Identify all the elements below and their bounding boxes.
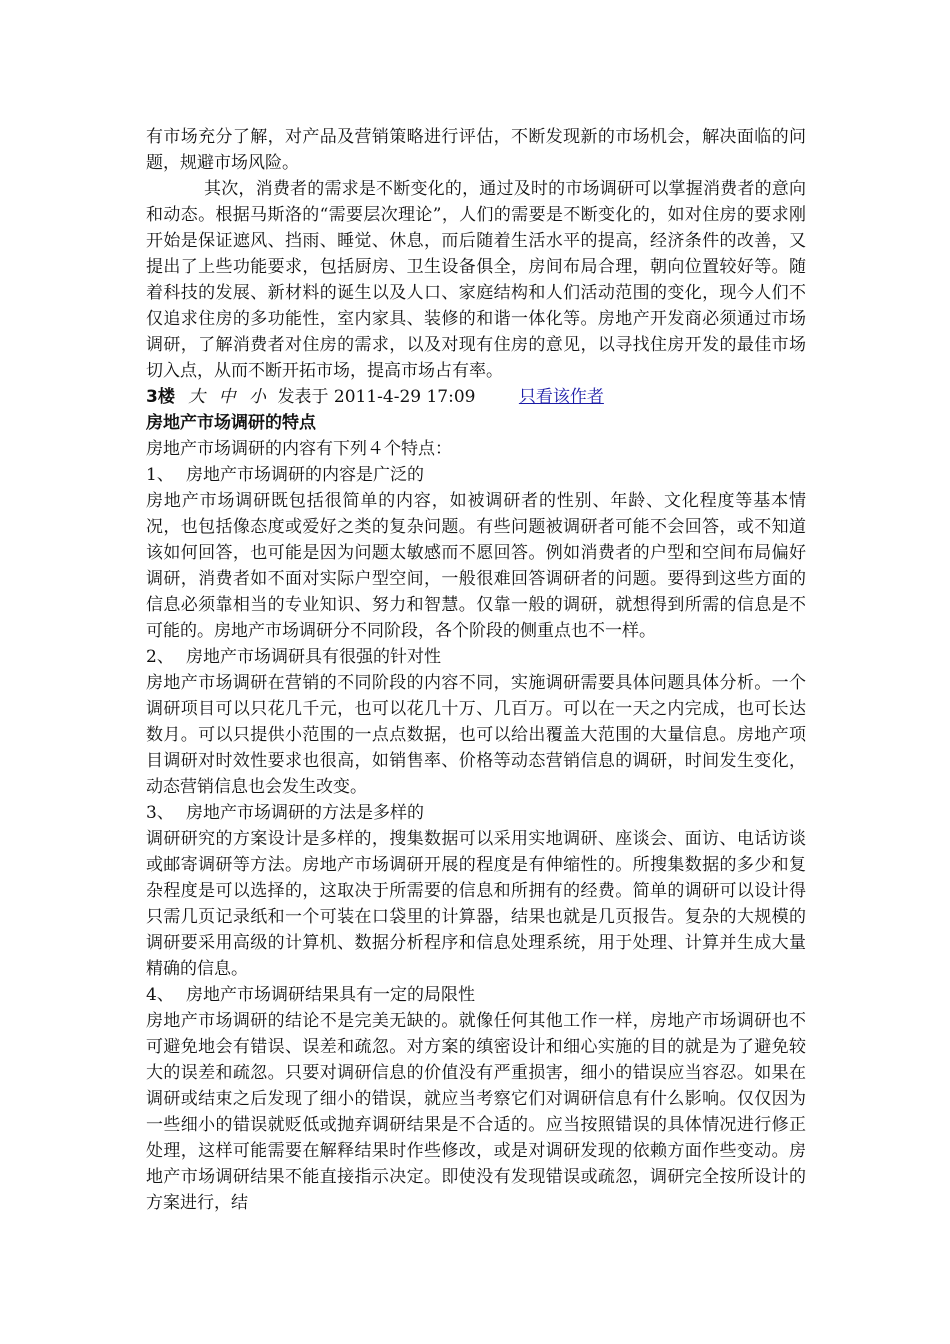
item-4-body: 房地产市场调研的结论不是完美无缺的。就像任何其他工作一样，房地产市场调研也不可避免地会有错误、误差和疏忽。对方案的缜密设计和细心实施的目的就是为了避免较大的误差和疏忽。只要对调研信息的价值没有严重损害，细小的错误应当容忍。如果在调研或结束之后发现了细小的错误，就应当考察它们对调研信息有什么影响。仅仅因为一些细小的错误就贬低或抛弃调研结果是不合适的。应当按照错误的具体情况进行修正处理，这样可能需要在解释结果时作些修改，或是对调研发现的依赖方面作些变动。房地产市场调研结果不能直接指示决定。即使没有发现错误或疏忽，调研完全按所设计的方案进行，结 (146, 1011, 806, 1213)
item-1-body: 房地产市场调研既包括很简单的内容，如被调研者的性别、年龄、文化程度等基本情况，也包括像态度或爱好之类的复杂问题。有些问题被调研者可能不会回答，或不知道该如何回答，也可能是因为问题太敏感而不愿回答。例如消费者的户型和空间布局偏好调研，消费者如不面对实际户型空间，一般很难回答调研者的问题。要得到这些方面的信息必须靠相当的专业知识、努力和智慧。仅靠一般的调研，就想得到所需的信息是不可能的。房地产市场调研分不同阶段，各个阶段的侧重点也不一样。 (146, 491, 806, 641)
only-author-link[interactable]: 只看该作者 (518, 387, 604, 407)
item-3-body: 调研研究的方案设计是多样的，搜集数据可以采用实地调研、座谈会、面访、电话访谈或邮寄调研等方法。房地产市场调研开展的程度是有伸缩性的。所搜集数据的多少和复杂程度是可以选择的，这取决于所需要的信息和所拥有的经费。简单的调研可以设计得只需几页记录纸和一个可装在口袋里的计算器，结果也就是几页报告。复杂的大规模的调研要采用高级的计算机、数据分析程序和信息处理系统，用于处理、计算并生成大量精确的信息。 (146, 829, 806, 979)
section-title: 房地产市场调研的特点 (146, 413, 316, 433)
section-intro: 房地产市场调研的内容有下列４个特点： (146, 439, 452, 459)
intro-paragraph-1: 有市场充分了解，对产品及营销策略进行评估，不断发现新的市场机会，解决面临的问题，规避市场风险。 (146, 127, 806, 173)
post-meta (146, 384, 806, 410)
item-3-title: 3、 房地产市场调研的方法是多样的 (146, 803, 424, 823)
floor-number: 3楼 (146, 387, 175, 407)
item-4-title: 4、 房地产市场调研结果具有一定的局限性 (146, 985, 475, 1005)
post-datetime: 2011-4-29 17:09 (333, 387, 476, 407)
item-2-title: 2、 房地产市场调研具有很强的针对性 (146, 647, 441, 667)
item-2-body: 房地产市场调研在营销的不同阶段的内容不同，实施调研需要具体问题具体分析。一个调研项目可以只花几千元，也可以花几十万、几百万。可以在一天之内完成，也可长达数月。可以只提供小范围的一点点数据，也可以给出覆盖大范围的大量信息。房地产项目调研对时效性要求也很高，如销售率、价格等动态营销信息的调研，时间发生变化，动态营销信息也会发生改变。 (146, 673, 806, 797)
posted-label: 发表于 (277, 387, 329, 407)
intro-paragraph-2: 其次，消费者的需求是不断变化的，通过及时的市场调研可以掌握消费者的意向和动态。根据马斯洛的“需要层次理论”，人们的需要是不断变化的，如对住房的要求刚开始是保证遮风、挡雨、睡觉、休息，而后随着生活水平的提高，经济条件的改善，又提出了上些功能要求，包括厨房、卫生设备俱全，房间布局合理，朝向位置较好等。随着科技的发展、新材料的诞生以及人口、家庭结构和人们活动范围的变化，现今人们不仅追求住房的多功能性，室内家具、装修的和谐一体化等。房地产开发商必须通过市场调研，了解消费者对住房的需求，以及对现有住房的意见，以寻找住房开发的最佳市场切入点，从而不断开拓市场，提高市场占有率。 (146, 179, 806, 381)
document-page (146, 124, 806, 1216)
item-1-title: 1、 房地产市场调研的内容是广泛的 (146, 465, 424, 485)
font-size-links[interactable]: 大 中 小 (188, 387, 271, 407)
